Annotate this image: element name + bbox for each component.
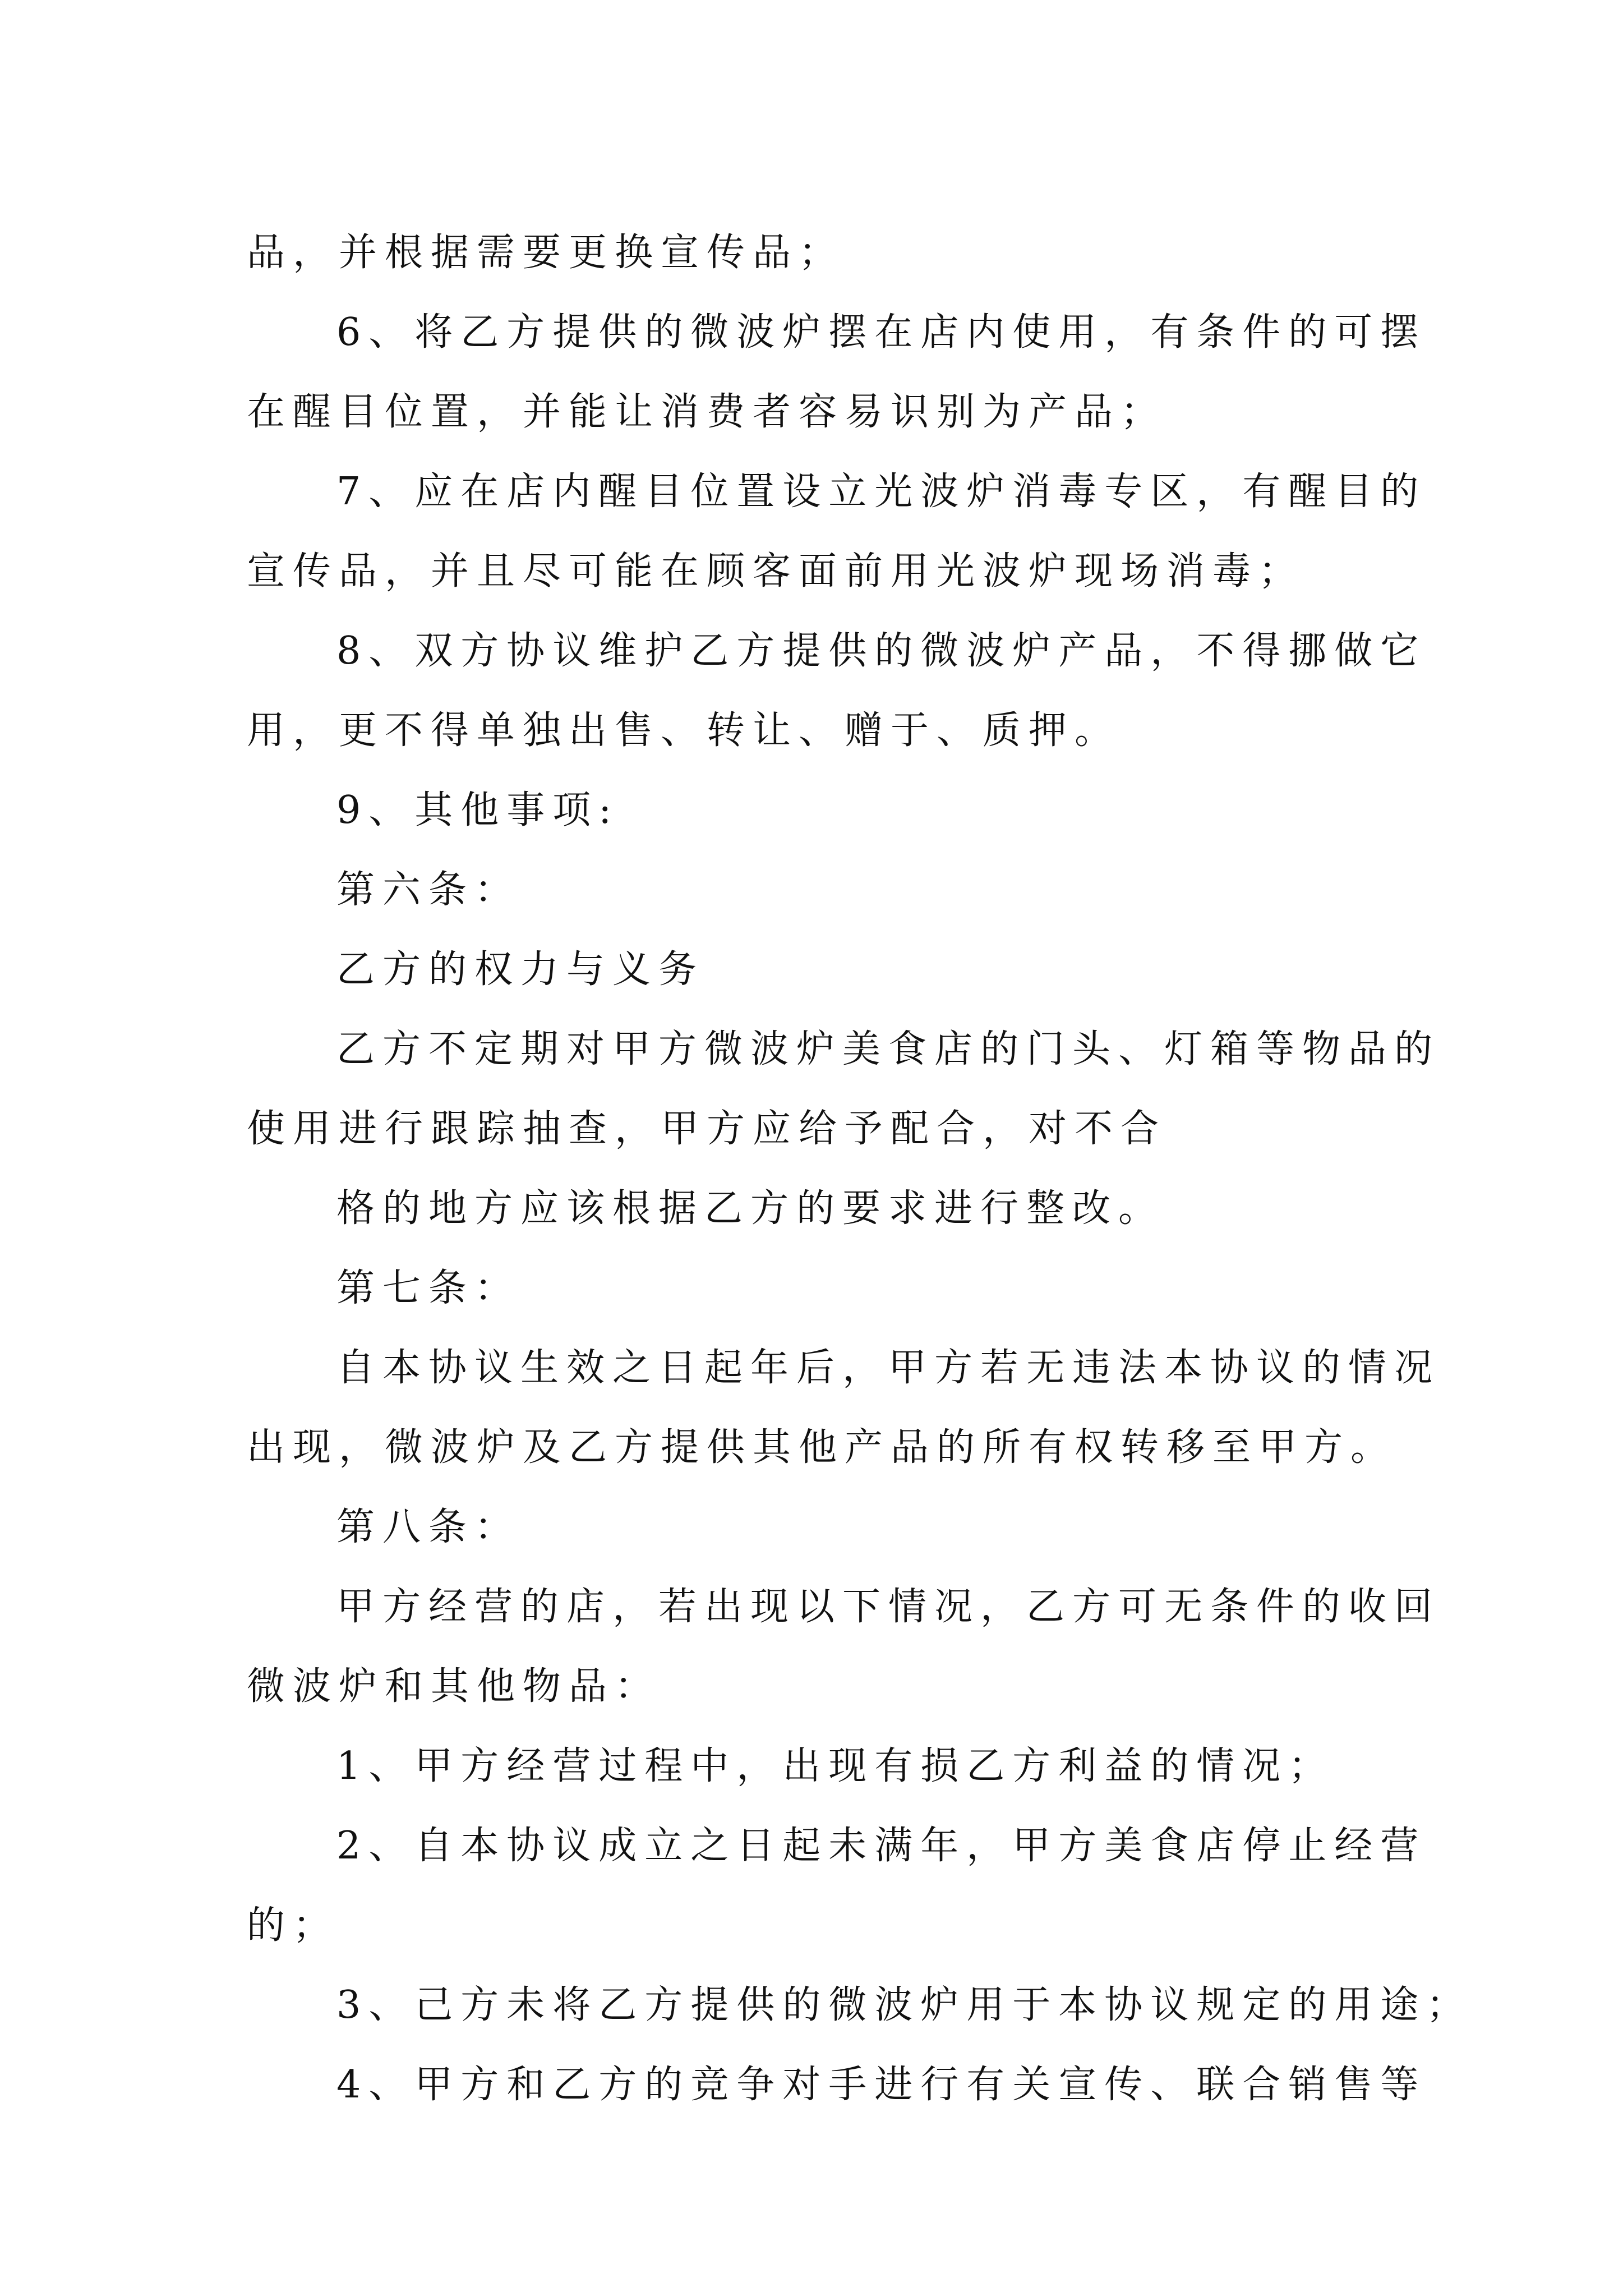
article-heading: 第八条：: [336, 1505, 521, 1549]
paragraph-line: 宣传品，并且尽可能在顾客面前用光波炉现场消毒；: [247, 549, 1305, 593]
list-item: 4、甲方和乙方的竞争对手进行有关宣传、联合销售等: [336, 2063, 1427, 2107]
paragraph-line: 9、其他事项:: [336, 788, 620, 832]
paragraph-line: 6、将乙方提供的微波炉摆在店内使用，有条件的可摆: [336, 310, 1427, 355]
paragraph-line: 7、应在店内醒目位置设立光波炉消毒专区，有醒目的: [336, 470, 1427, 514]
paragraph-line: 用，更不得单独出售、转让、赠于、质押。: [247, 708, 1121, 753]
document-body: [247, 213, 1473, 2125]
list-item: 2、自本协议成立之日起未满年，甲方美食店停止经营: [336, 1824, 1427, 1868]
paragraph-line: 的；: [247, 1903, 339, 1948]
list-item: 3、己方未将乙方提供的微波炉用于本协议规定的用途；: [336, 1983, 1473, 2027]
paragraph-line: 自本协议生效之日起年后，甲方若无违法本协议的情况: [336, 1346, 1441, 1390]
paragraph-line: 在醒目位置，并能让消费者容易识别为产品；: [247, 390, 1167, 434]
paragraph-line: 出现，微波炉及乙方提供其他产品的所有权转移至甲方。: [247, 1425, 1397, 1470]
paragraph-line: 品，并根据需要更换宣传品；: [247, 231, 845, 275]
paragraph-line: 甲方经营的店，若出现以下情况，乙方可无条件的收回: [336, 1585, 1441, 1629]
paragraph-line: 格的地方应该根据乙方的要求进行整改。: [336, 1186, 1165, 1231]
paragraph-line: 使用进行跟踪抽查，甲方应给予配合，对不合: [247, 1107, 1167, 1151]
list-item: 1、甲方经营过程中，出现有损乙方利益的情况；: [336, 1744, 1335, 1788]
article-heading: 第七条：: [336, 1266, 521, 1310]
paragraph-line: 8、双方协议维护乙方提供的微波炉产品，不得挪做它: [336, 629, 1427, 673]
paragraph-line: 乙方不定期对甲方微波炉美食店的门头、灯箱等物品的: [336, 1027, 1441, 1071]
section-heading: 乙方的权力与义务: [336, 947, 705, 992]
paragraph-line: 微波炉和其他物品：: [247, 1664, 661, 1709]
article-heading: 第六条：: [336, 868, 521, 912]
